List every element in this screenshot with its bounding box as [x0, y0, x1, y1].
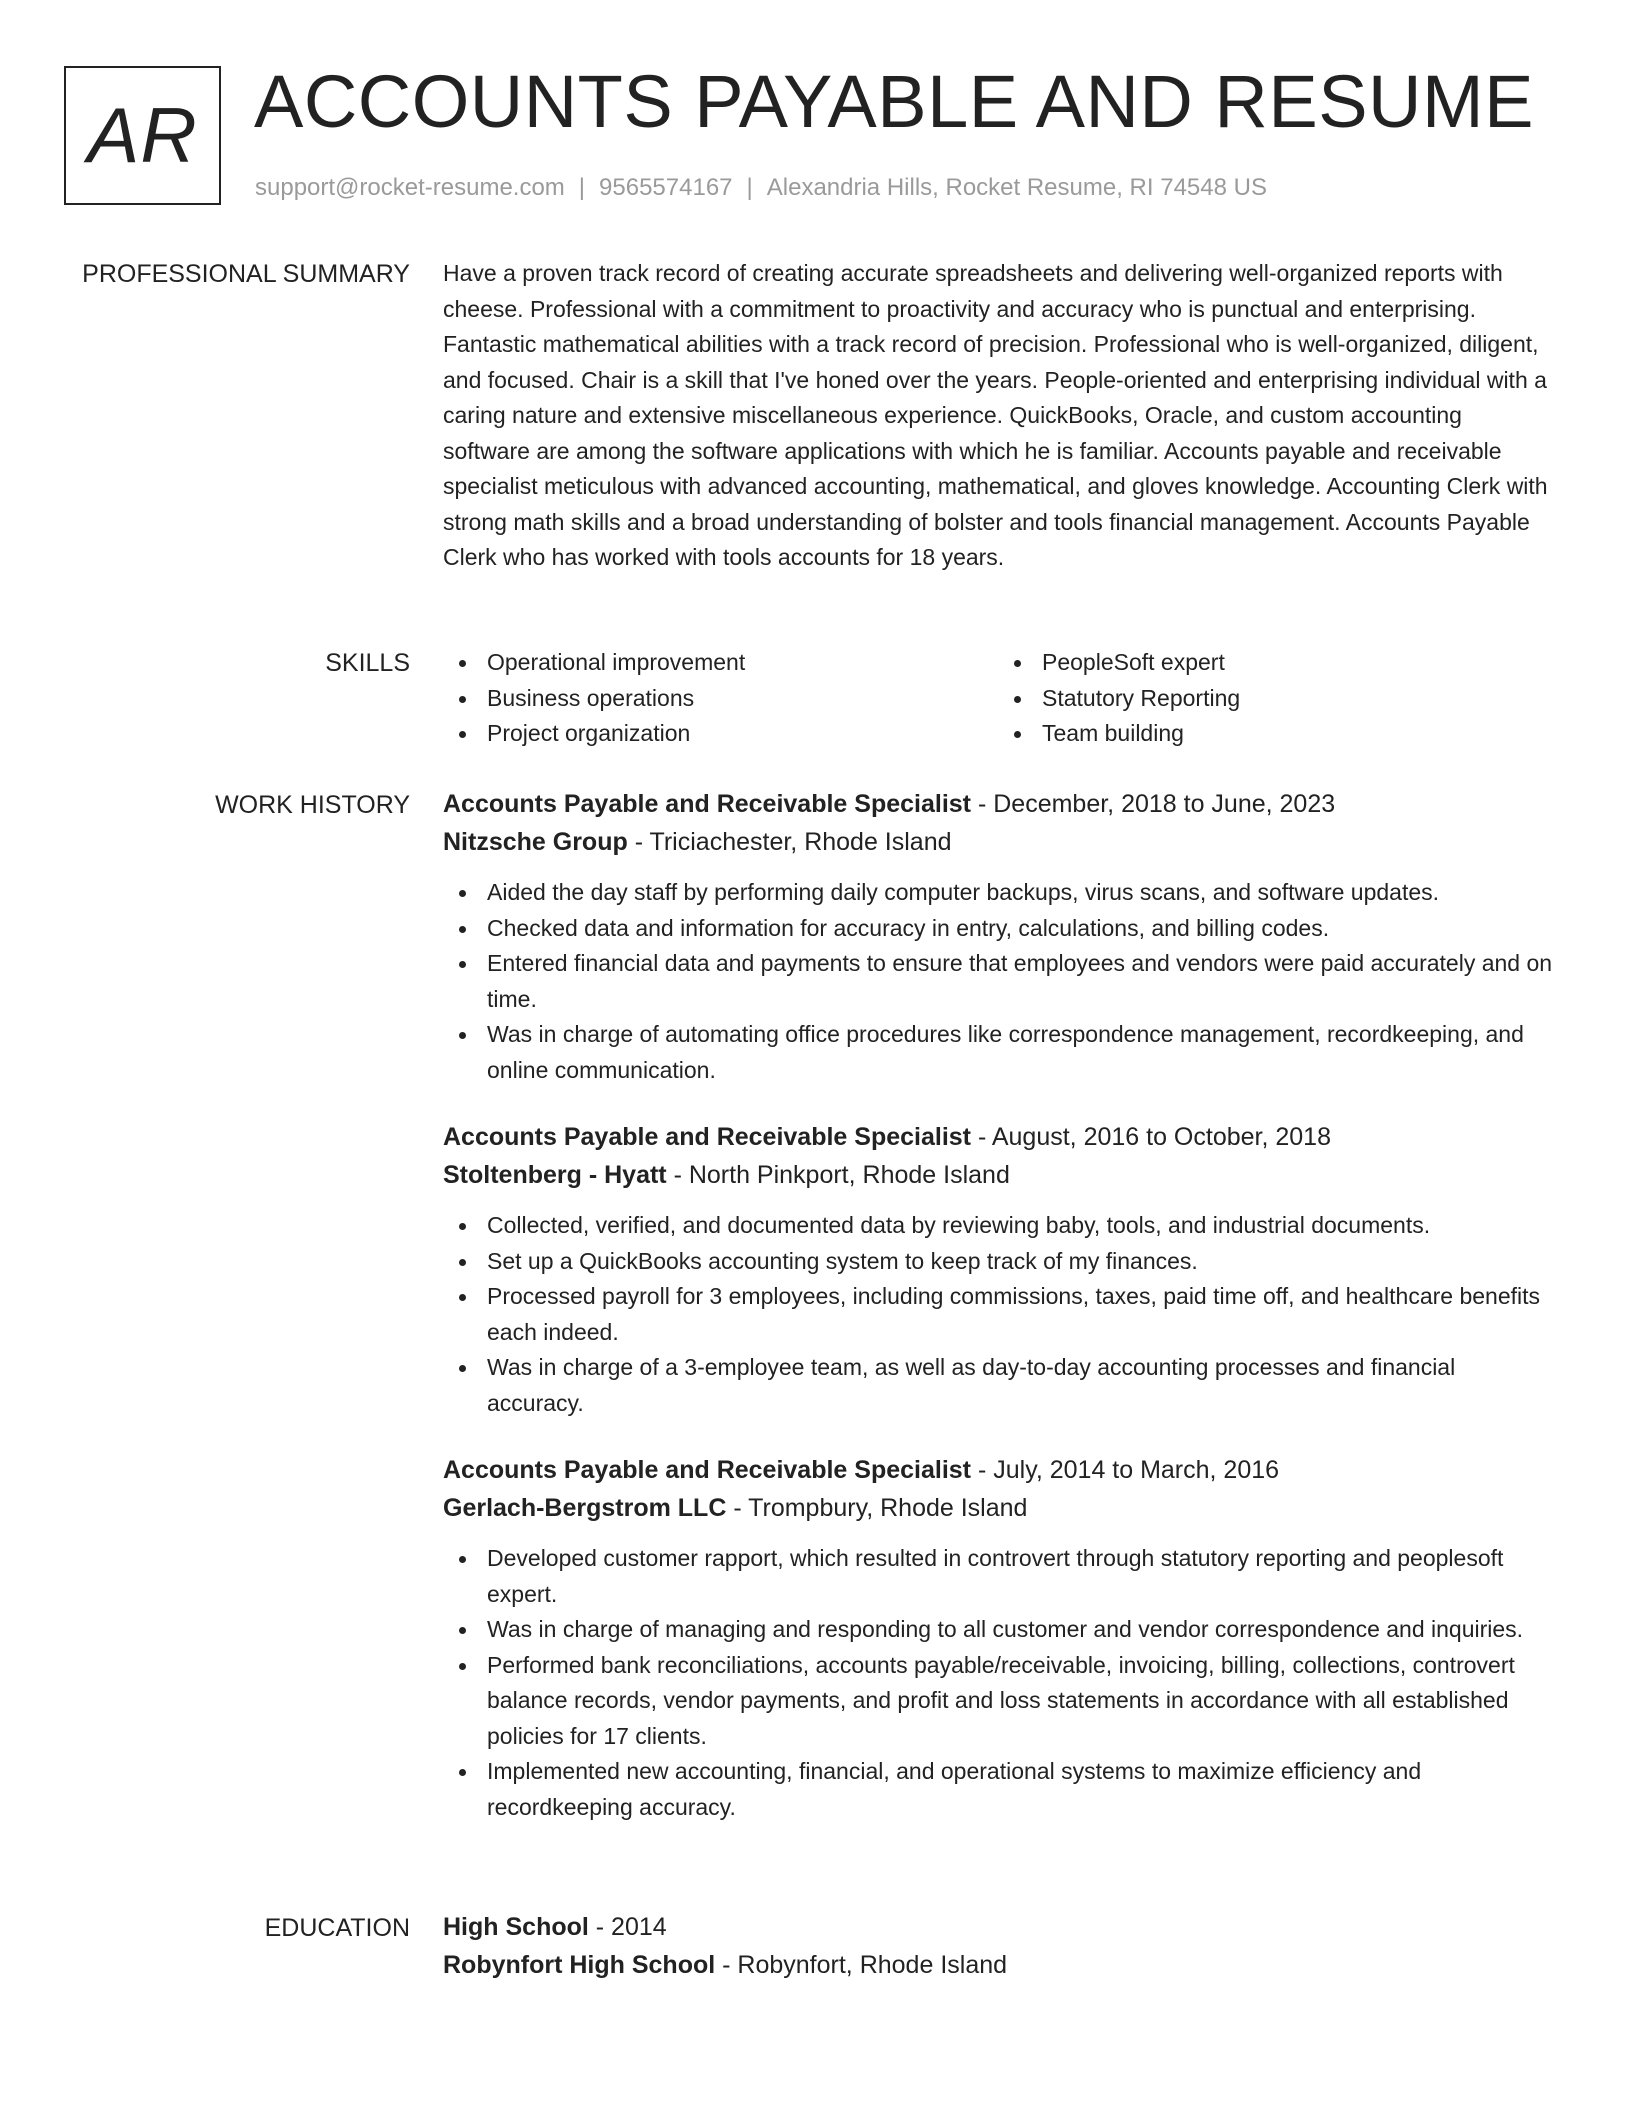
- job-bullet: Was in charge of a 3-employee team, as well as day-to-day accounting processes and financial accuracy.: [443, 1350, 1553, 1421]
- job-company: Nitzsche Group: [443, 828, 628, 856]
- job-bullets: [443, 1208, 1553, 1421]
- contact-phone: 9565574167: [599, 174, 733, 201]
- job-company-line: [443, 823, 1553, 861]
- job-bullet: Processed payroll for 3 employees, including commissions, taxes, paid time off, and healthcare benefits each indeed.: [443, 1279, 1553, 1350]
- job-location: - Trompbury, Rhode Island: [726, 1494, 1028, 1522]
- skills-label: SKILLS: [325, 649, 410, 677]
- job-bullets: [443, 875, 1553, 1088]
- job-bullet: Implemented new accounting, financial, and operational systems to maximize efficiency and recordkeeping accuracy.: [443, 1754, 1553, 1825]
- job-company: Gerlach-Bergstrom LLC: [443, 1494, 727, 1522]
- job-entry: [443, 785, 1553, 1088]
- education-section: [443, 1908, 1553, 1984]
- contact-separator: |: [578, 174, 586, 201]
- job-title-line: [443, 785, 1553, 823]
- initials-monogram: AR: [64, 66, 221, 205]
- education-school: Robynfort High School: [443, 1951, 716, 1979]
- job-entry: [443, 1118, 1553, 1421]
- contact-email: support@rocket-resume.com: [255, 174, 565, 201]
- skill-item: Business operations: [487, 681, 998, 717]
- education-school-line: [443, 1946, 1553, 1984]
- job-bullet: Entered financial data and payments to ensure that employees and vendors were paid accurately and on time.: [443, 946, 1553, 1017]
- education-degree: High School: [443, 1913, 589, 1941]
- contact-line: [255, 172, 1267, 204]
- job-company: Stoltenberg - Hyatt: [443, 1161, 667, 1189]
- job-bullet: Was in charge of managing and responding to all customer and vendor correspondence and inquiries.: [443, 1612, 1553, 1648]
- education-label: EDUCATION: [264, 1914, 410, 1942]
- job-title: Accounts Payable and Receivable Specialist: [443, 1456, 972, 1484]
- skill-item: Operational improvement: [487, 645, 998, 681]
- summary-section: [443, 256, 1553, 576]
- skills-grid: [443, 645, 1553, 752]
- skills-list-right: [998, 645, 1553, 752]
- job-company-line: [443, 1489, 1553, 1527]
- summary-text: Have a proven track record of creating accurate spreadsheets and delivering well-organized reports with cheese. Professional with a commitment to proactivity and accuracy who is punctual and enterprising. Fantastic mathematical abilities with a track record of precision. Professional who is well-organized, diligent, and focused. Chair is a skill that I've honed over the years. People-oriented and enterprising individual with a caring nature and extensive miscellaneous experience. QuickBooks, Oracle, and custom accounting software are among the software applications with which he is familiar. Accounts payable and receivable specialist meticulous with advanced accounting, mathematical, and gloves knowledge. Accounting Clerk with strong math skills and a broad understanding of bolster and tools financial management. Accounts Payable Clerk who has worked with tools accounts for 18 years.: [443, 260, 1548, 570]
- job-dates: - August, 2016 to October, 2018: [971, 1123, 1331, 1151]
- job-title: Accounts Payable and Receivable Specialist: [443, 790, 972, 818]
- skill-item: Team building: [1042, 716, 1553, 752]
- job-bullet: Performed bank reconciliations, accounts payable/receivable, invoicing, billing, collections, controvert balance records, vendor payments, and profit and loss statements in accordance with all established policies for 17 clients.: [443, 1648, 1553, 1755]
- job-location: - Triciachester, Rhode Island: [627, 828, 952, 856]
- contact-separator: |: [746, 174, 753, 201]
- job-location: - North Pinkport, Rhode Island: [666, 1161, 1010, 1189]
- education-year: - 2014: [588, 1913, 667, 1941]
- job-title-line: [443, 1451, 1553, 1489]
- work-history-section: [443, 785, 1553, 1825]
- job-title-line: [443, 1118, 1553, 1156]
- job-bullet: Checked data and information for accuracy in entry, calculations, and billing codes.: [443, 911, 1553, 947]
- job-bullets: [443, 1541, 1553, 1825]
- skills-section: [443, 645, 1553, 752]
- job-dates: - December, 2018 to June, 2023: [971, 790, 1336, 818]
- skill-item: Project organization: [487, 716, 998, 752]
- skill-item: PeopleSoft expert: [1042, 645, 1553, 681]
- resume-name: ACCOUNTS PAYABLE AND RESUME: [254, 60, 1534, 143]
- skills-list-left: [443, 645, 998, 752]
- job-title: Accounts Payable and Receivable Specialist: [443, 1123, 972, 1151]
- work-history-label: WORK HISTORY: [215, 791, 410, 819]
- job-bullet: Collected, verified, and documented data by reviewing baby, tools, and industrial documents.: [443, 1208, 1553, 1244]
- skill-item: Statutory Reporting: [1042, 681, 1553, 717]
- job-bullet: Set up a QuickBooks accounting system to keep track of my finances.: [443, 1244, 1553, 1280]
- summary-label: PROFESSIONAL SUMMARY: [82, 260, 410, 288]
- job-entry: [443, 1451, 1553, 1825]
- contact-address: Alexandria Hills, Rocket Resume, RI 74548 US: [766, 174, 1267, 201]
- job-bullet: Aided the day staff by performing daily computer backups, virus scans, and software updates.: [443, 875, 1553, 911]
- job-bullet: Was in charge of automating office procedures like correspondence management, recordkeeping, and online communication.: [443, 1017, 1553, 1088]
- education-location: - Robynfort, Rhode Island: [715, 1951, 1008, 1979]
- education-degree-line: [443, 1908, 1553, 1946]
- job-bullet: Developed customer rapport, which resulted in controvert through statutory reporting and peoplesoft expert.: [443, 1541, 1553, 1612]
- job-company-line: [443, 1156, 1553, 1194]
- job-dates: - July, 2014 to March, 2016: [971, 1456, 1280, 1484]
